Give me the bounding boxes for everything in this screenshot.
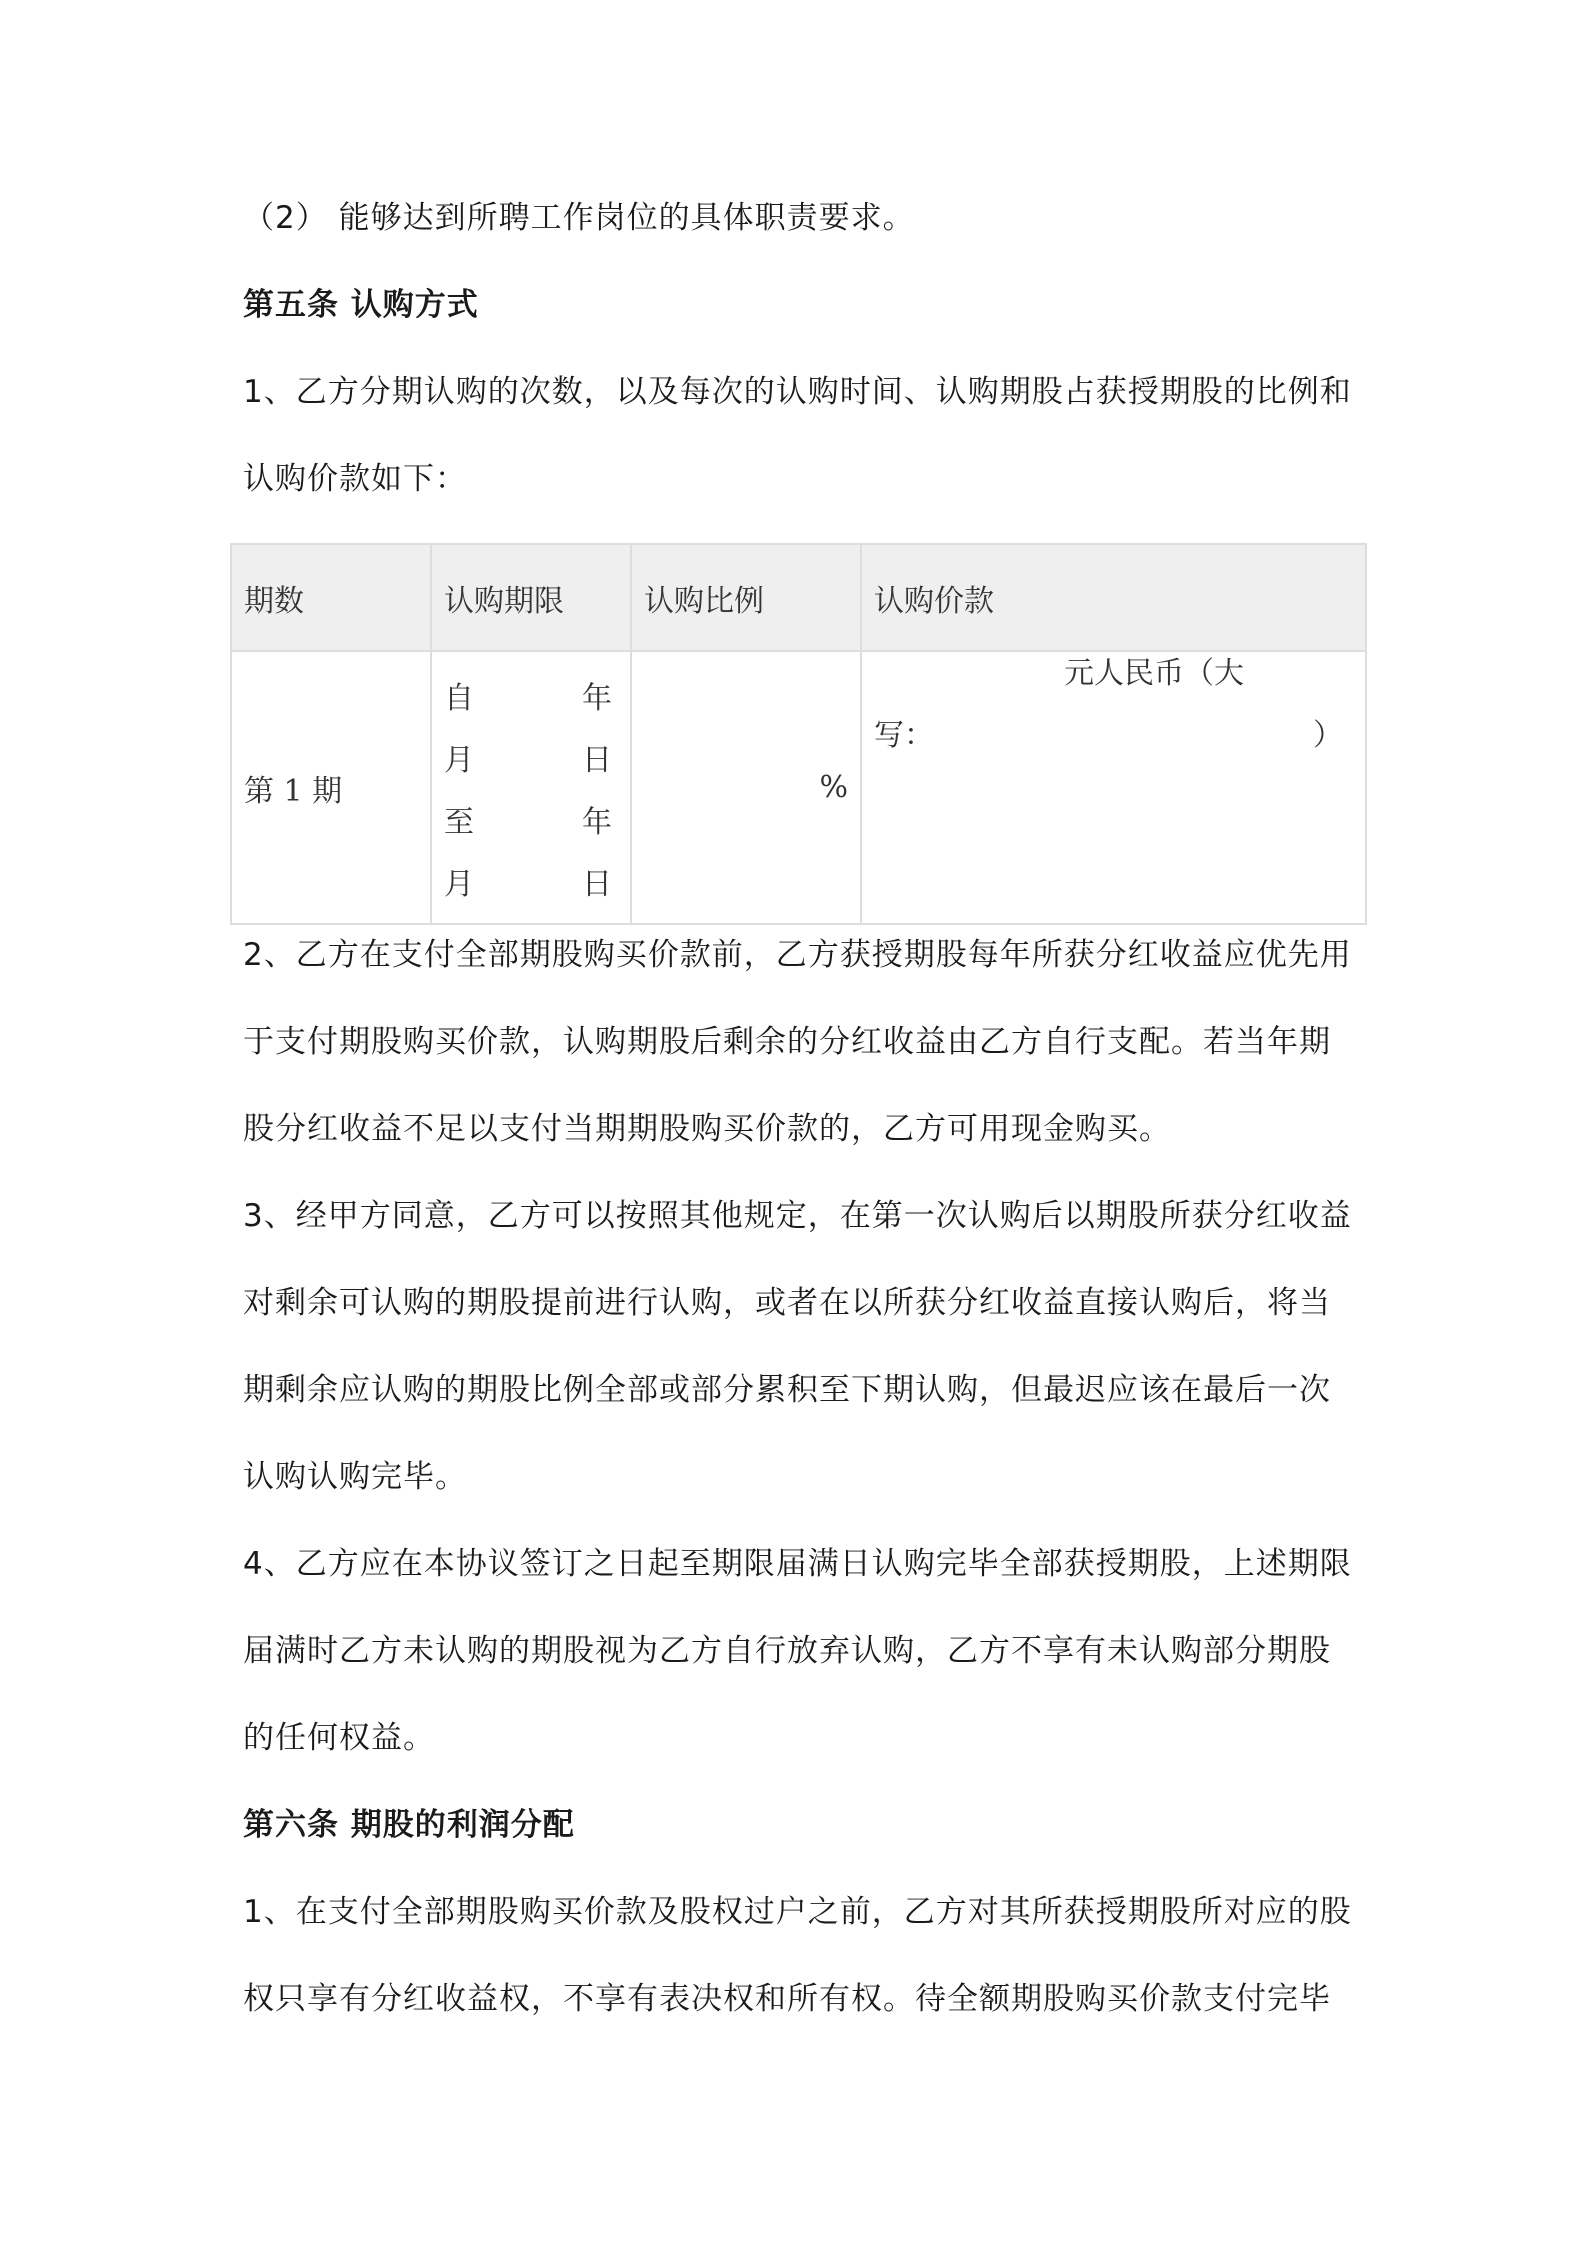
cell-term [431,651,631,924]
paragraph-5-3-line-1: 3、经甲方同意，乙方可以按照其他规定，在第一次认购后以期股所获分红收益 [243,1198,1352,1234]
header-ratio: 认购比例 [631,544,861,651]
term-to-label: 至 [444,804,474,840]
term-month-label: 月 [444,866,474,902]
cell-period: 第 1 期 [231,651,431,924]
subscription-table [230,543,1367,925]
paragraph-5-3-line-3: 期剩余应认购的期股比例全部或部分累积至下期认购，但最迟应该在最后一次 [243,1372,1331,1408]
cell-ratio: % [631,651,861,924]
paragraph-5-4-line-2: 届满时乙方未认购的期股视为乙方自行放弃认购，乙方不享有未认购部分期股 [243,1633,1331,1669]
paragraph-5-4-line-1: 4、乙方应在本协议签订之日起至期限届满日认购完毕全部获授期股，上述期限 [243,1546,1352,1582]
term-from-label: 自 [444,680,474,716]
article-5-heading: 第五条 认购方式 [243,287,479,323]
paragraph-5-3-line-4: 认购认购完毕。 [243,1459,467,1495]
term-month-label: 月 [444,742,474,778]
table-row [231,651,1366,924]
price-line-2-right: ） [1313,718,1343,753]
paragraph-5-2-line-2: 于支付期股购买价款，认购期股后剩余的分红收益由乙方自行支配。若当年期 [243,1024,1331,1060]
paragraph-5-2-line-1: 2、乙方在支付全部期股购买价款前，乙方获授期股每年所获分红收益应优先用 [243,937,1352,973]
paragraph-5-3-line-2: 对剩余可认购的期股提前进行认购，或者在以所获分红收益直接认购后，将当 [243,1285,1331,1321]
header-price: 认购价款 [861,544,1366,651]
term-day-label: 日 [582,866,612,902]
term-day-label: 日 [582,742,612,778]
term-year-label: 年 [582,680,612,716]
header-period: 期数 [231,544,431,651]
term-year-label: 年 [582,804,612,840]
paragraph-6-1-line-2: 权只享有分红收益权，不享有表决权和所有权。待全额期股购买价款支付完毕 [243,1981,1331,2017]
header-term: 认购期限 [431,544,631,651]
paragraph-5-4-line-3: 的任何权益。 [243,1720,435,1756]
article-6-heading: 第六条 期股的利润分配 [243,1807,575,1843]
paragraph-6-1-line-1: 1、在支付全部期股购买价款及股权过户之前，乙方对其所获授期股所对应的股 [243,1894,1352,1930]
table-header-row [231,544,1366,651]
paragraph-5-1-line-2: 认购价款如下： [243,461,467,497]
cell-price [861,651,1366,924]
paragraph-5-2-line-3: 股分红收益不足以支付当期期股购买价款的，乙方可用现金购买。 [243,1111,1171,1147]
price-line-2-left: 写： [874,718,934,753]
paragraph-5-1-line-1: 1、乙方分期认购的次数，以及每次的认购时间、认购期股占获授期股的比例和 [243,374,1352,410]
price-line-1: 元人民币（大 [1064,656,1244,691]
paragraph-item-2: （2） 能够达到所聘工作岗位的具体职责要求。 [243,200,915,236]
